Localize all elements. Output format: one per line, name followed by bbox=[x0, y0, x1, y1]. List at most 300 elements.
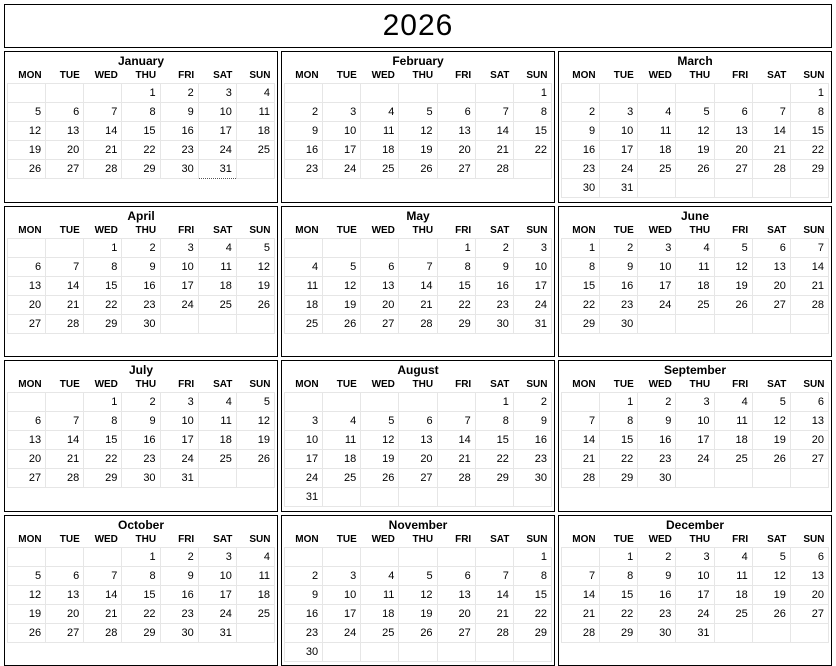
day-cell[interactable]: 12 bbox=[399, 122, 437, 141]
day-cell[interactable]: 22 bbox=[122, 604, 160, 623]
day-cell[interactable]: 28 bbox=[752, 160, 790, 179]
day-cell[interactable]: 22 bbox=[562, 295, 600, 314]
day-cell[interactable]: 6 bbox=[437, 103, 475, 122]
day-cell[interactable]: 18 bbox=[714, 585, 752, 604]
day-cell[interactable]: 4 bbox=[638, 103, 676, 122]
day-cell[interactable]: 16 bbox=[638, 585, 676, 604]
day-cell[interactable]: 6 bbox=[361, 257, 399, 276]
day-cell[interactable]: 24 bbox=[676, 604, 714, 623]
day-cell[interactable]: 20 bbox=[399, 450, 437, 469]
day-cell[interactable]: 15 bbox=[122, 122, 160, 141]
day-cell[interactable]: 16 bbox=[638, 431, 676, 450]
day-cell[interactable]: 1 bbox=[790, 84, 828, 103]
day-cell[interactable]: 29 bbox=[475, 469, 513, 488]
day-cell[interactable]: 31 bbox=[285, 488, 323, 507]
day-cell[interactable]: 11 bbox=[361, 122, 399, 141]
day-cell[interactable]: 10 bbox=[160, 257, 198, 276]
day-cell[interactable]: 14 bbox=[790, 257, 828, 276]
day-cell[interactable]: 13 bbox=[8, 431, 46, 450]
day-cell[interactable]: 29 bbox=[600, 469, 638, 488]
day-cell[interactable]: 31 bbox=[198, 623, 236, 642]
day-cell[interactable]: 15 bbox=[513, 122, 551, 141]
day-cell[interactable]: 30 bbox=[122, 314, 160, 333]
day-cell[interactable]: 1 bbox=[600, 393, 638, 412]
day-cell[interactable]: 12 bbox=[676, 122, 714, 141]
day-cell[interactable]: 19 bbox=[361, 450, 399, 469]
day-cell[interactable]: 23 bbox=[122, 295, 160, 314]
day-cell[interactable]: 18 bbox=[236, 585, 274, 604]
day-cell[interactable]: 19 bbox=[752, 585, 790, 604]
day-cell[interactable]: 24 bbox=[323, 623, 361, 642]
day-cell[interactable]: 12 bbox=[236, 257, 274, 276]
day-cell[interactable]: 26 bbox=[236, 295, 274, 314]
day-cell[interactable]: 13 bbox=[437, 122, 475, 141]
day-cell[interactable]: 15 bbox=[562, 276, 600, 295]
day-cell[interactable]: 7 bbox=[46, 412, 84, 431]
day-cell-today[interactable]: 31 bbox=[198, 160, 236, 179]
day-cell[interactable]: 18 bbox=[323, 450, 361, 469]
day-cell[interactable]: 30 bbox=[638, 623, 676, 642]
day-cell[interactable]: 15 bbox=[600, 585, 638, 604]
day-cell[interactable]: 5 bbox=[236, 393, 274, 412]
day-cell[interactable]: 2 bbox=[600, 238, 638, 257]
day-cell[interactable]: 26 bbox=[676, 160, 714, 179]
day-cell[interactable]: 3 bbox=[160, 238, 198, 257]
day-cell[interactable]: 2 bbox=[122, 238, 160, 257]
day-cell[interactable]: 9 bbox=[285, 585, 323, 604]
day-cell[interactable]: 13 bbox=[8, 276, 46, 295]
day-cell[interactable]: 30 bbox=[122, 469, 160, 488]
day-cell[interactable]: 5 bbox=[323, 257, 361, 276]
day-cell[interactable]: 18 bbox=[361, 141, 399, 160]
day-cell[interactable]: 10 bbox=[513, 257, 551, 276]
day-cell[interactable]: 23 bbox=[160, 141, 198, 160]
day-cell[interactable]: 12 bbox=[236, 412, 274, 431]
day-cell[interactable]: 24 bbox=[323, 160, 361, 179]
day-cell[interactable]: 27 bbox=[790, 604, 828, 623]
day-cell[interactable]: 6 bbox=[714, 103, 752, 122]
day-cell[interactable]: 11 bbox=[676, 257, 714, 276]
day-cell[interactable]: 9 bbox=[513, 412, 551, 431]
day-cell[interactable]: 3 bbox=[676, 547, 714, 566]
day-cell[interactable]: 24 bbox=[600, 160, 638, 179]
day-cell[interactable]: 3 bbox=[513, 238, 551, 257]
day-cell[interactable]: 9 bbox=[122, 257, 160, 276]
day-cell[interactable]: 25 bbox=[714, 604, 752, 623]
day-cell[interactable]: 10 bbox=[285, 431, 323, 450]
day-cell[interactable]: 21 bbox=[84, 604, 122, 623]
day-cell[interactable]: 17 bbox=[600, 141, 638, 160]
day-cell[interactable]: 22 bbox=[475, 450, 513, 469]
day-cell[interactable]: 6 bbox=[8, 257, 46, 276]
day-cell[interactable]: 23 bbox=[562, 160, 600, 179]
day-cell[interactable]: 9 bbox=[285, 122, 323, 141]
day-cell[interactable]: 15 bbox=[84, 431, 122, 450]
day-cell[interactable]: 28 bbox=[475, 623, 513, 642]
day-cell[interactable]: 19 bbox=[8, 141, 46, 160]
day-cell[interactable]: 9 bbox=[475, 257, 513, 276]
day-cell[interactable]: 3 bbox=[638, 238, 676, 257]
day-cell[interactable]: 17 bbox=[676, 585, 714, 604]
day-cell[interactable]: 14 bbox=[562, 431, 600, 450]
day-cell[interactable]: 18 bbox=[676, 276, 714, 295]
day-cell[interactable]: 16 bbox=[285, 141, 323, 160]
day-cell[interactable]: 7 bbox=[437, 412, 475, 431]
day-cell[interactable]: 14 bbox=[562, 585, 600, 604]
day-cell[interactable]: 6 bbox=[790, 547, 828, 566]
day-cell[interactable]: 5 bbox=[8, 566, 46, 585]
day-cell[interactable]: 19 bbox=[399, 604, 437, 623]
day-cell[interactable]: 8 bbox=[513, 566, 551, 585]
day-cell[interactable]: 20 bbox=[361, 295, 399, 314]
day-cell[interactable]: 10 bbox=[323, 585, 361, 604]
day-cell[interactable]: 5 bbox=[399, 103, 437, 122]
day-cell[interactable]: 25 bbox=[198, 450, 236, 469]
day-cell[interactable]: 15 bbox=[437, 276, 475, 295]
day-cell[interactable]: 27 bbox=[790, 450, 828, 469]
day-cell[interactable]: 24 bbox=[513, 295, 551, 314]
day-cell[interactable]: 1 bbox=[122, 547, 160, 566]
day-cell[interactable]: 16 bbox=[160, 122, 198, 141]
day-cell[interactable]: 9 bbox=[160, 566, 198, 585]
day-cell[interactable]: 11 bbox=[285, 276, 323, 295]
day-cell[interactable]: 1 bbox=[122, 84, 160, 103]
day-cell[interactable]: 21 bbox=[475, 141, 513, 160]
day-cell[interactable]: 25 bbox=[676, 295, 714, 314]
day-cell[interactable]: 23 bbox=[513, 450, 551, 469]
day-cell[interactable]: 26 bbox=[8, 623, 46, 642]
day-cell[interactable]: 13 bbox=[752, 257, 790, 276]
day-cell[interactable]: 1 bbox=[513, 84, 551, 103]
day-cell[interactable]: 14 bbox=[46, 276, 84, 295]
day-cell[interactable]: 27 bbox=[399, 469, 437, 488]
day-cell[interactable]: 16 bbox=[122, 276, 160, 295]
day-cell[interactable]: 3 bbox=[323, 566, 361, 585]
day-cell[interactable]: 2 bbox=[122, 393, 160, 412]
day-cell[interactable]: 12 bbox=[361, 431, 399, 450]
day-cell[interactable]: 14 bbox=[437, 431, 475, 450]
day-cell[interactable]: 12 bbox=[752, 566, 790, 585]
day-cell[interactable]: 17 bbox=[323, 604, 361, 623]
day-cell[interactable]: 12 bbox=[714, 257, 752, 276]
day-cell[interactable]: 10 bbox=[676, 412, 714, 431]
day-cell[interactable]: 26 bbox=[236, 450, 274, 469]
day-cell[interactable]: 4 bbox=[361, 103, 399, 122]
day-cell[interactable]: 4 bbox=[323, 412, 361, 431]
day-cell[interactable]: 22 bbox=[437, 295, 475, 314]
day-cell[interactable]: 31 bbox=[600, 179, 638, 198]
day-cell[interactable]: 25 bbox=[714, 450, 752, 469]
day-cell[interactable]: 2 bbox=[562, 103, 600, 122]
day-cell[interactable]: 20 bbox=[437, 604, 475, 623]
day-cell[interactable]: 22 bbox=[122, 141, 160, 160]
day-cell[interactable]: 11 bbox=[714, 566, 752, 585]
day-cell[interactable]: 9 bbox=[122, 412, 160, 431]
day-cell[interactable]: 26 bbox=[752, 450, 790, 469]
day-cell[interactable]: 3 bbox=[198, 547, 236, 566]
day-cell[interactable]: 1 bbox=[84, 238, 122, 257]
day-cell[interactable]: 10 bbox=[600, 122, 638, 141]
day-cell[interactable]: 8 bbox=[122, 103, 160, 122]
day-cell[interactable]: 6 bbox=[437, 566, 475, 585]
day-cell[interactable]: 11 bbox=[323, 431, 361, 450]
day-cell[interactable]: 18 bbox=[198, 431, 236, 450]
day-cell[interactable]: 30 bbox=[513, 469, 551, 488]
day-cell[interactable]: 25 bbox=[638, 160, 676, 179]
day-cell[interactable]: 2 bbox=[638, 393, 676, 412]
day-cell[interactable]: 22 bbox=[84, 295, 122, 314]
day-cell[interactable]: 17 bbox=[638, 276, 676, 295]
day-cell[interactable]: 19 bbox=[236, 276, 274, 295]
day-cell[interactable]: 13 bbox=[361, 276, 399, 295]
day-cell[interactable]: 25 bbox=[236, 141, 274, 160]
day-cell[interactable]: 2 bbox=[160, 547, 198, 566]
day-cell[interactable]: 22 bbox=[600, 604, 638, 623]
day-cell[interactable]: 28 bbox=[46, 314, 84, 333]
day-cell[interactable]: 24 bbox=[160, 295, 198, 314]
day-cell[interactable]: 13 bbox=[790, 412, 828, 431]
day-cell[interactable]: 20 bbox=[752, 276, 790, 295]
day-cell[interactable]: 18 bbox=[285, 295, 323, 314]
day-cell[interactable]: 18 bbox=[714, 431, 752, 450]
day-cell[interactable]: 18 bbox=[198, 276, 236, 295]
day-cell[interactable]: 28 bbox=[437, 469, 475, 488]
day-cell[interactable]: 28 bbox=[46, 469, 84, 488]
day-cell[interactable]: 21 bbox=[46, 450, 84, 469]
day-cell[interactable]: 30 bbox=[160, 623, 198, 642]
day-cell[interactable]: 23 bbox=[600, 295, 638, 314]
day-cell[interactable]: 22 bbox=[513, 141, 551, 160]
day-cell[interactable]: 19 bbox=[8, 604, 46, 623]
day-cell[interactable]: 21 bbox=[752, 141, 790, 160]
day-cell[interactable]: 5 bbox=[676, 103, 714, 122]
day-cell[interactable]: 20 bbox=[8, 295, 46, 314]
day-cell[interactable]: 14 bbox=[84, 122, 122, 141]
day-cell[interactable]: 18 bbox=[361, 604, 399, 623]
day-cell[interactable]: 14 bbox=[752, 122, 790, 141]
day-cell[interactable]: 21 bbox=[790, 276, 828, 295]
day-cell[interactable]: 8 bbox=[475, 412, 513, 431]
day-cell[interactable]: 28 bbox=[790, 295, 828, 314]
day-cell[interactable]: 14 bbox=[475, 585, 513, 604]
day-cell[interactable]: 25 bbox=[285, 314, 323, 333]
day-cell[interactable]: 26 bbox=[323, 314, 361, 333]
day-cell[interactable]: 10 bbox=[198, 103, 236, 122]
day-cell[interactable]: 20 bbox=[8, 450, 46, 469]
day-cell[interactable]: 15 bbox=[475, 431, 513, 450]
day-cell[interactable]: 19 bbox=[236, 431, 274, 450]
day-cell[interactable]: 6 bbox=[46, 103, 84, 122]
day-cell[interactable]: 28 bbox=[475, 160, 513, 179]
day-cell[interactable]: 23 bbox=[285, 623, 323, 642]
day-cell[interactable]: 17 bbox=[198, 122, 236, 141]
day-cell[interactable]: 5 bbox=[714, 238, 752, 257]
day-cell[interactable]: 14 bbox=[46, 431, 84, 450]
day-cell[interactable]: 17 bbox=[198, 585, 236, 604]
day-cell[interactable]: 30 bbox=[600, 314, 638, 333]
day-cell[interactable]: 25 bbox=[361, 160, 399, 179]
day-cell[interactable]: 29 bbox=[600, 623, 638, 642]
day-cell[interactable]: 25 bbox=[236, 604, 274, 623]
day-cell[interactable]: 5 bbox=[236, 238, 274, 257]
day-cell[interactable]: 7 bbox=[399, 257, 437, 276]
day-cell[interactable]: 29 bbox=[790, 160, 828, 179]
day-cell[interactable]: 17 bbox=[676, 431, 714, 450]
day-cell[interactable]: 20 bbox=[790, 431, 828, 450]
day-cell[interactable]: 21 bbox=[475, 604, 513, 623]
day-cell[interactable]: 16 bbox=[513, 431, 551, 450]
day-cell[interactable]: 7 bbox=[475, 103, 513, 122]
day-cell[interactable]: 20 bbox=[437, 141, 475, 160]
day-cell[interactable]: 23 bbox=[285, 160, 323, 179]
day-cell[interactable]: 27 bbox=[714, 160, 752, 179]
day-cell[interactable]: 31 bbox=[676, 623, 714, 642]
day-cell[interactable]: 20 bbox=[790, 585, 828, 604]
day-cell[interactable]: 11 bbox=[236, 103, 274, 122]
day-cell[interactable]: 18 bbox=[638, 141, 676, 160]
day-cell[interactable]: 28 bbox=[562, 469, 600, 488]
day-cell[interactable]: 12 bbox=[8, 122, 46, 141]
day-cell[interactable]: 10 bbox=[638, 257, 676, 276]
day-cell[interactable]: 16 bbox=[562, 141, 600, 160]
day-cell[interactable]: 29 bbox=[513, 623, 551, 642]
day-cell[interactable]: 11 bbox=[638, 122, 676, 141]
day-cell[interactable]: 8 bbox=[122, 566, 160, 585]
day-cell[interactable]: 26 bbox=[714, 295, 752, 314]
day-cell[interactable]: 16 bbox=[122, 431, 160, 450]
day-cell[interactable]: 2 bbox=[638, 547, 676, 566]
day-cell[interactable]: 30 bbox=[562, 179, 600, 198]
day-cell[interactable]: 25 bbox=[361, 623, 399, 642]
day-cell[interactable]: 26 bbox=[752, 604, 790, 623]
day-cell[interactable]: 3 bbox=[198, 84, 236, 103]
day-cell[interactable]: 23 bbox=[160, 604, 198, 623]
day-cell[interactable]: 3 bbox=[323, 103, 361, 122]
day-cell[interactable]: 12 bbox=[399, 585, 437, 604]
day-cell[interactable]: 24 bbox=[198, 604, 236, 623]
day-cell[interactable]: 24 bbox=[676, 450, 714, 469]
day-cell[interactable]: 2 bbox=[285, 103, 323, 122]
day-cell[interactable]: 7 bbox=[562, 566, 600, 585]
day-cell[interactable]: 9 bbox=[600, 257, 638, 276]
day-cell[interactable]: 18 bbox=[236, 122, 274, 141]
day-cell[interactable]: 26 bbox=[399, 623, 437, 642]
day-cell[interactable]: 8 bbox=[600, 566, 638, 585]
day-cell[interactable]: 28 bbox=[562, 623, 600, 642]
day-cell[interactable]: 26 bbox=[399, 160, 437, 179]
day-cell[interactable]: 13 bbox=[714, 122, 752, 141]
day-cell[interactable]: 27 bbox=[8, 314, 46, 333]
day-cell[interactable]: 2 bbox=[513, 393, 551, 412]
day-cell[interactable]: 13 bbox=[399, 431, 437, 450]
day-cell[interactable]: 8 bbox=[562, 257, 600, 276]
day-cell[interactable]: 8 bbox=[513, 103, 551, 122]
day-cell[interactable]: 6 bbox=[46, 566, 84, 585]
day-cell[interactable]: 6 bbox=[8, 412, 46, 431]
day-cell[interactable]: 17 bbox=[160, 431, 198, 450]
day-cell[interactable]: 10 bbox=[323, 122, 361, 141]
day-cell[interactable]: 4 bbox=[714, 547, 752, 566]
day-cell[interactable]: 4 bbox=[676, 238, 714, 257]
day-cell[interactable]: 16 bbox=[285, 604, 323, 623]
day-cell[interactable]: 31 bbox=[160, 469, 198, 488]
day-cell[interactable]: 4 bbox=[285, 257, 323, 276]
day-cell[interactable]: 21 bbox=[437, 450, 475, 469]
day-cell[interactable]: 19 bbox=[323, 295, 361, 314]
day-cell[interactable]: 6 bbox=[790, 393, 828, 412]
day-cell[interactable]: 17 bbox=[513, 276, 551, 295]
day-cell[interactable]: 10 bbox=[198, 566, 236, 585]
day-cell[interactable]: 22 bbox=[600, 450, 638, 469]
day-cell[interactable]: 11 bbox=[198, 257, 236, 276]
day-cell[interactable]: 12 bbox=[8, 585, 46, 604]
day-cell[interactable]: 15 bbox=[84, 276, 122, 295]
day-cell[interactable]: 29 bbox=[122, 623, 160, 642]
day-cell[interactable]: 23 bbox=[475, 295, 513, 314]
day-cell[interactable]: 21 bbox=[84, 141, 122, 160]
day-cell[interactable]: 25 bbox=[323, 469, 361, 488]
day-cell[interactable]: 19 bbox=[714, 276, 752, 295]
day-cell[interactable]: 7 bbox=[84, 566, 122, 585]
day-cell[interactable]: 24 bbox=[638, 295, 676, 314]
day-cell[interactable]: 21 bbox=[46, 295, 84, 314]
day-cell[interactable]: 15 bbox=[513, 585, 551, 604]
day-cell[interactable]: 30 bbox=[475, 314, 513, 333]
day-cell[interactable]: 1 bbox=[562, 238, 600, 257]
day-cell[interactable]: 14 bbox=[84, 585, 122, 604]
day-cell[interactable]: 8 bbox=[84, 257, 122, 276]
day-cell[interactable]: 10 bbox=[676, 566, 714, 585]
day-cell[interactable]: 29 bbox=[562, 314, 600, 333]
day-cell[interactable]: 15 bbox=[790, 122, 828, 141]
day-cell[interactable]: 23 bbox=[122, 450, 160, 469]
day-cell[interactable]: 27 bbox=[8, 469, 46, 488]
day-cell[interactable]: 30 bbox=[638, 469, 676, 488]
day-cell[interactable]: 6 bbox=[399, 412, 437, 431]
day-cell[interactable]: 16 bbox=[475, 276, 513, 295]
day-cell[interactable]: 11 bbox=[714, 412, 752, 431]
day-cell[interactable]: 23 bbox=[638, 604, 676, 623]
day-cell[interactable]: 7 bbox=[475, 566, 513, 585]
day-cell[interactable]: 7 bbox=[46, 257, 84, 276]
day-cell[interactable]: 17 bbox=[160, 276, 198, 295]
day-cell[interactable]: 4 bbox=[714, 393, 752, 412]
day-cell[interactable]: 8 bbox=[600, 412, 638, 431]
day-cell[interactable]: 27 bbox=[46, 160, 84, 179]
day-cell[interactable]: 11 bbox=[361, 585, 399, 604]
day-cell[interactable]: 13 bbox=[46, 585, 84, 604]
day-cell[interactable]: 22 bbox=[790, 141, 828, 160]
day-cell[interactable]: 1 bbox=[513, 547, 551, 566]
day-cell[interactable]: 20 bbox=[714, 141, 752, 160]
day-cell[interactable]: 3 bbox=[160, 393, 198, 412]
day-cell[interactable]: 24 bbox=[160, 450, 198, 469]
day-cell[interactable]: 24 bbox=[285, 469, 323, 488]
day-cell[interactable]: 21 bbox=[562, 450, 600, 469]
day-cell[interactable]: 17 bbox=[285, 450, 323, 469]
day-cell[interactable]: 13 bbox=[46, 122, 84, 141]
day-cell[interactable]: 11 bbox=[198, 412, 236, 431]
day-cell[interactable]: 13 bbox=[437, 585, 475, 604]
day-cell[interactable]: 30 bbox=[285, 642, 323, 661]
day-cell[interactable]: 20 bbox=[46, 604, 84, 623]
day-cell[interactable]: 8 bbox=[437, 257, 475, 276]
day-cell[interactable]: 21 bbox=[562, 604, 600, 623]
day-cell[interactable]: 5 bbox=[8, 103, 46, 122]
day-cell[interactable]: 3 bbox=[676, 393, 714, 412]
day-cell[interactable]: 22 bbox=[84, 450, 122, 469]
day-cell[interactable]: 7 bbox=[562, 412, 600, 431]
